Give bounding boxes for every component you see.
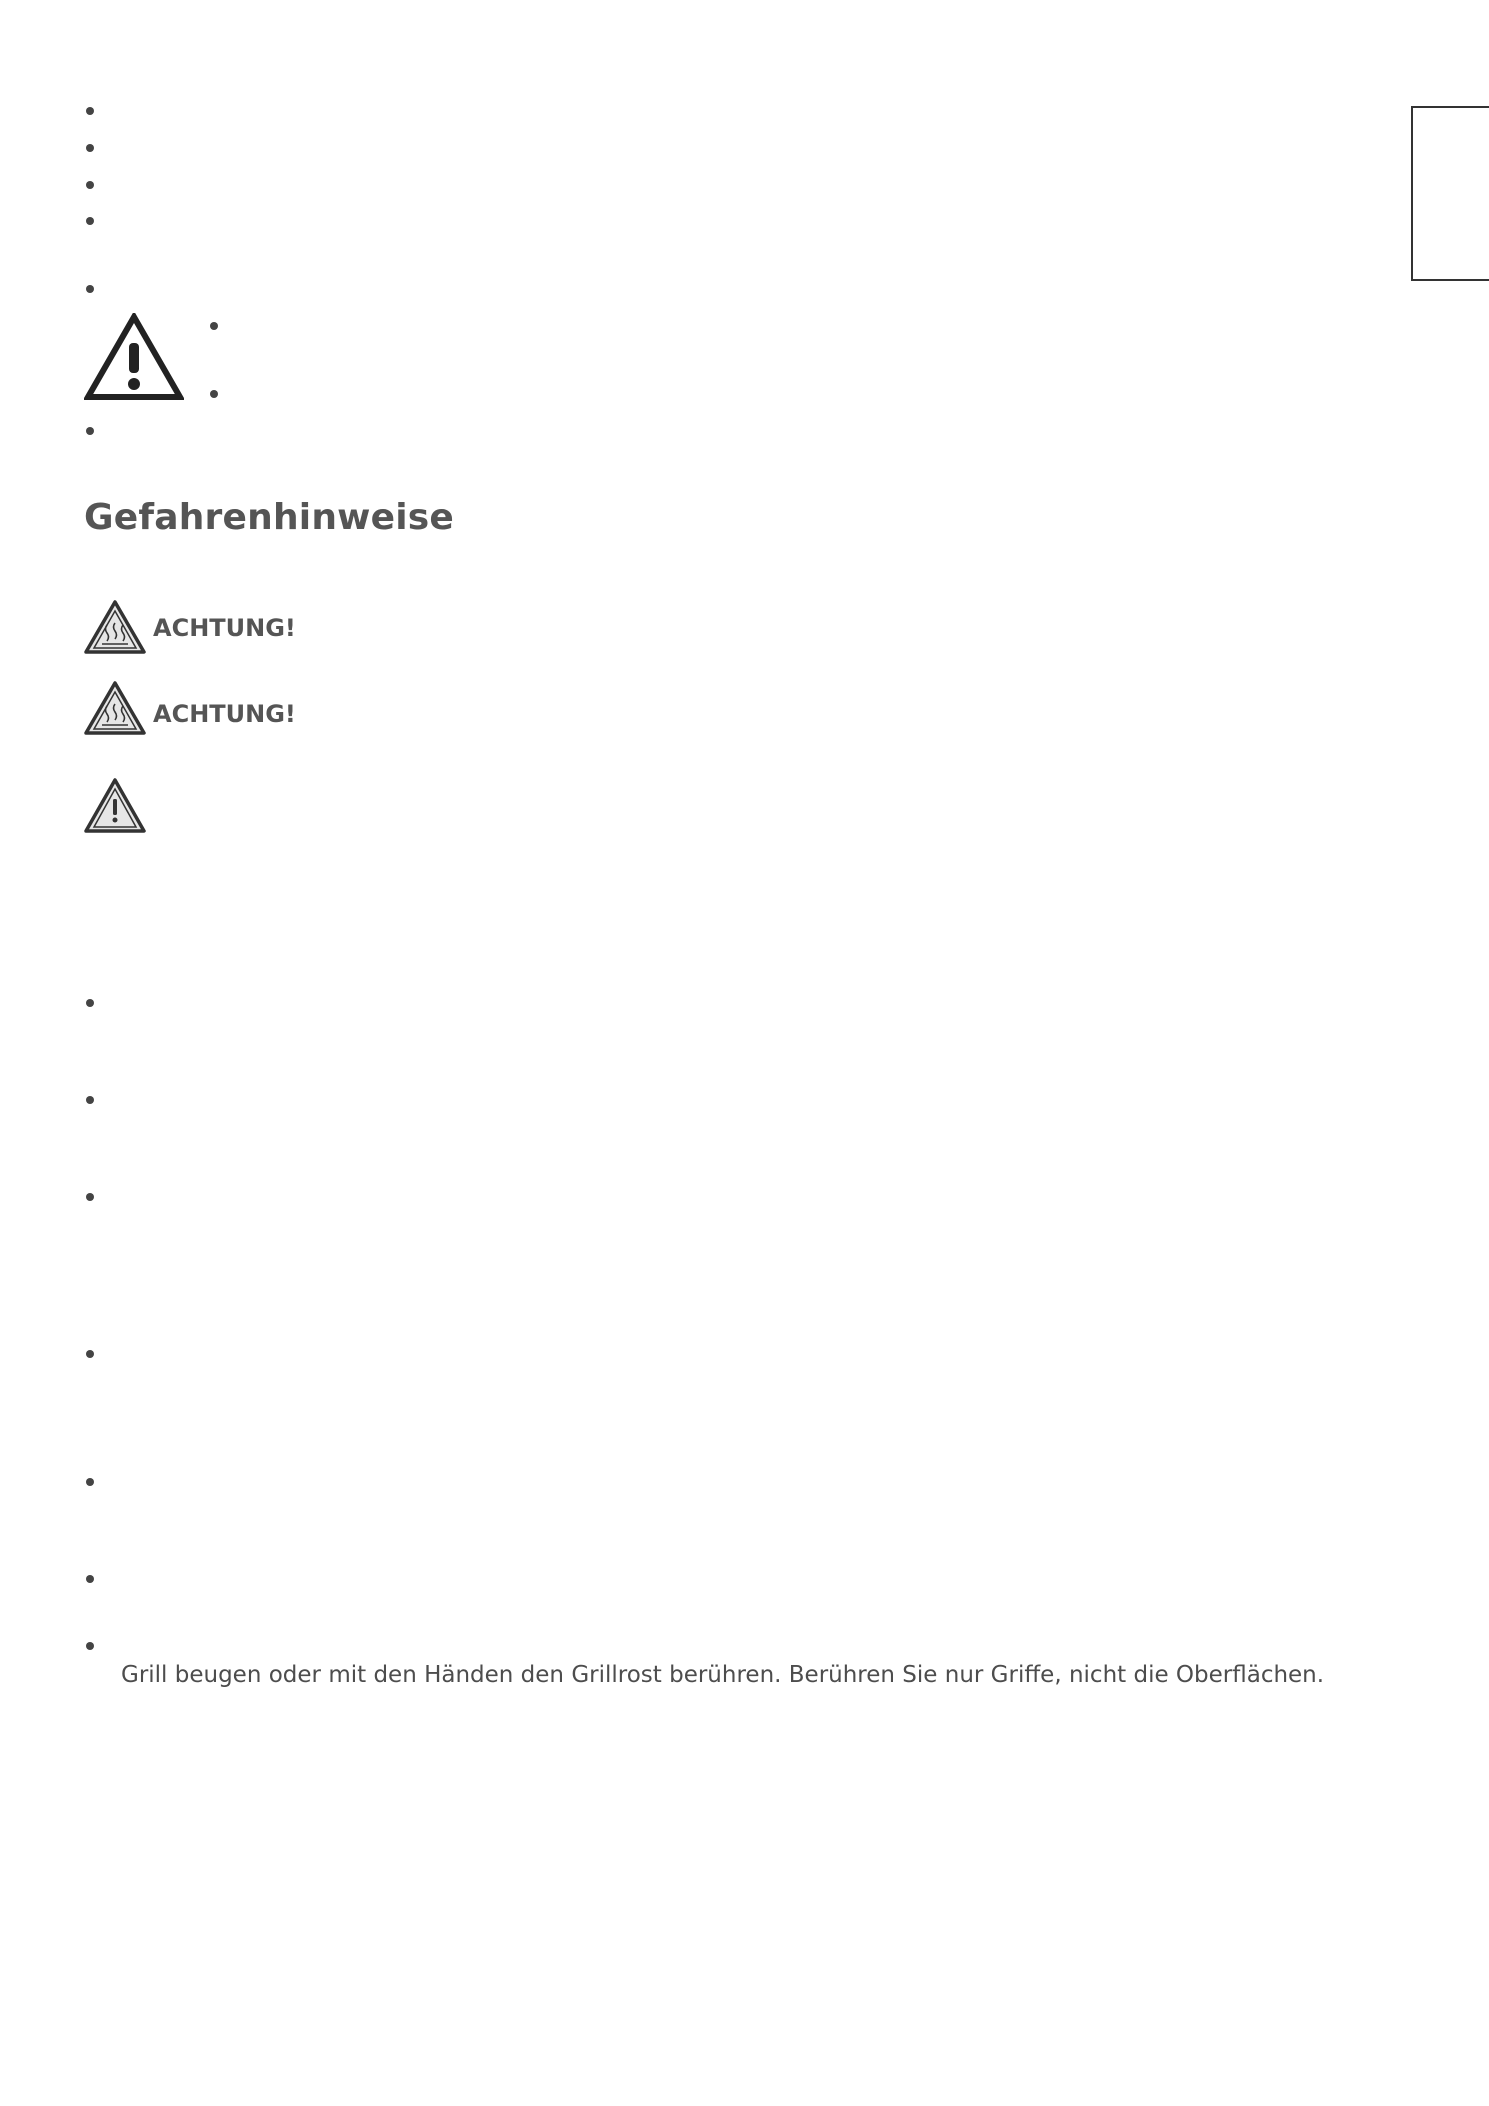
list-bullet <box>86 1642 94 1650</box>
list-bullet <box>86 999 94 1007</box>
list-bullet <box>86 1350 94 1358</box>
list-bullet <box>86 181 94 189</box>
list-bullet <box>86 1193 94 1201</box>
list-bullet <box>86 1096 94 1104</box>
list-bullet <box>86 1478 94 1486</box>
list-bullet <box>86 144 94 152</box>
general-warning-icon <box>83 777 147 834</box>
general-warning-icon <box>84 313 184 401</box>
list-bullet <box>86 107 94 115</box>
list-bullet <box>86 1575 94 1583</box>
list-bullet <box>86 217 94 225</box>
language-side-tab <box>1411 106 1489 281</box>
warning-label: ACHTUNG! <box>153 700 296 728</box>
hot-surface-warning-icon <box>83 599 147 655</box>
section-title: Gefahrenhinweise <box>84 497 455 538</box>
list-bullet <box>210 322 218 330</box>
list-bullet <box>86 427 94 435</box>
list-bullet <box>86 285 94 293</box>
list-bullet <box>210 390 218 398</box>
list-item-text: Grill beugen oder mit den Händen den Grillrost berühren. Berühren Sie nur Griffe, nicht die Oberflächen. <box>121 1662 1325 1688</box>
warning-label: ACHTUNG! <box>153 614 296 642</box>
hot-surface-warning-icon <box>83 680 147 736</box>
